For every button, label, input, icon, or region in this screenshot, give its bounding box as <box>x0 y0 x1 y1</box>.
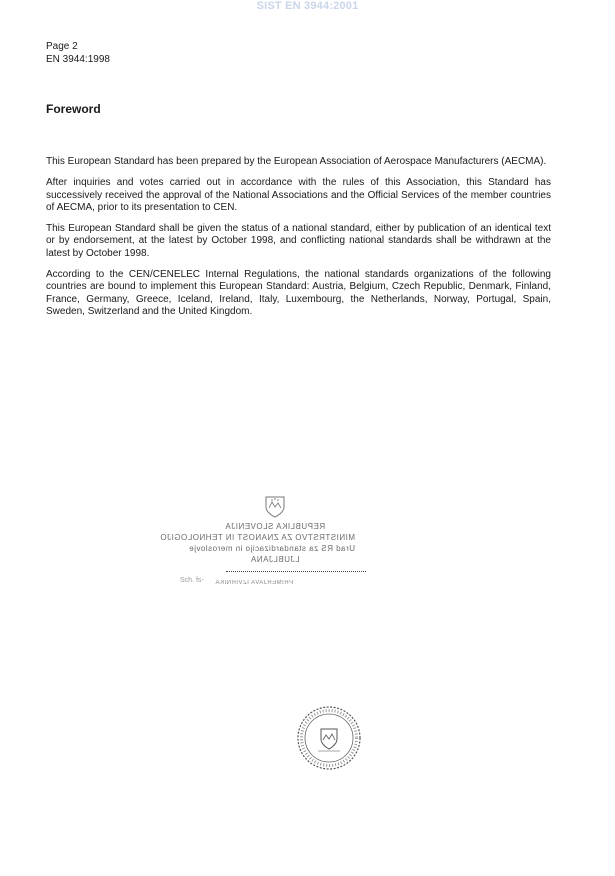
stamp-note: PRIMERJAVA IZVIRNIKA <box>215 580 294 586</box>
round-seal-icon <box>296 705 362 771</box>
coat-of-arms-icon <box>264 495 286 519</box>
foreword-body <box>46 156 551 327</box>
paragraph: After inquiries and votes carried out in accordance with the rules of this Association, this Standard has successively received the approval of the National Associations and the Official Services of the member countries of AECMA, prior to its presentation to CEN. <box>46 177 551 213</box>
signature-line <box>226 571 366 572</box>
paragraph: This European Standard shall be given the status of a national standard, either by publication of an identical text or by endorsement, at the latest by October 1998, and conflicting national standards shall be withdrawn at the latest by October 1998. <box>46 223 551 259</box>
standard-id: EN 3944:1998 <box>46 54 110 65</box>
watermark: SIST EN 3944:2001 <box>256 0 359 12</box>
stamp-line: MINISTRSTVO ZA ZNANOST IN TEHNOLOGIJO <box>159 533 355 542</box>
page-header <box>46 40 110 66</box>
handwritten-mark: Sch. fs- <box>180 577 204 584</box>
stamp-line: REPUBLIKA SLOVENIJA <box>224 522 326 531</box>
stamp-line: LJUBLJANA <box>250 555 300 564</box>
stamp-line: Urad RS za standardizacijo in meroslovje <box>188 544 355 553</box>
page-title: Foreword <box>46 102 101 116</box>
page-number: Page 2 <box>46 41 78 52</box>
official-stamp <box>159 495 355 565</box>
paragraph: According to the CEN/CENELEC Internal Regulations, the national standards organizations of the following countries are bound to implement this European Standard: Austria, Belgium, Czech Republic, Denmark, Finland, France, Germany, Greece, Iceland, Ireland, Italy, Luxembourg, the Netherlands, Norway, Portugal, Spain, Sweden, Switzerland and the United Kingdom. <box>46 269 551 317</box>
paragraph: This European Standard has been prepared by the European Association of Aerospace Manufacturers (AECMA). <box>46 156 547 167</box>
